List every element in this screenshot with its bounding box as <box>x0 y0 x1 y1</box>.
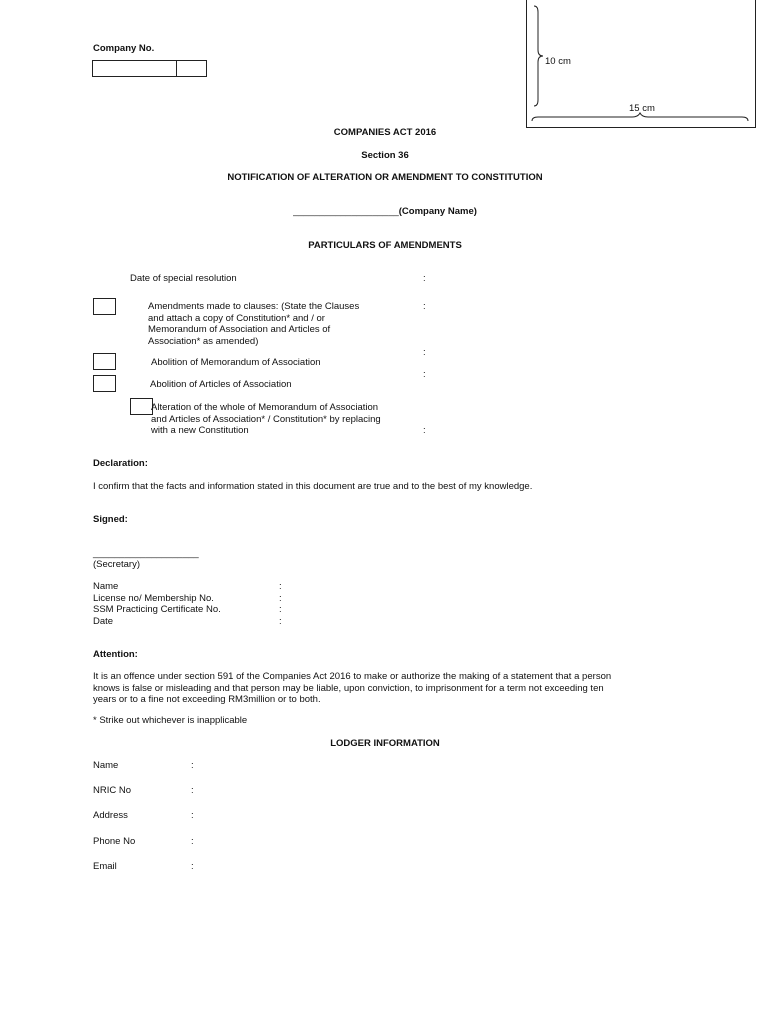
signer-field-colon: : <box>279 581 282 592</box>
lodger-address-colon: : <box>191 810 194 821</box>
signer-fields <box>93 581 221 627</box>
declaration-text: I confirm that the facts and information stated in this document are true and to the best of my knowledge. <box>93 481 533 492</box>
attention-line: years or to a fine not exceeding RM3million or to both. <box>93 694 321 705</box>
amendments-line: Association* as amended) <box>148 335 259 347</box>
lodger-phone-label: Phone No <box>93 836 136 847</box>
lodger-phone-colon: : <box>191 836 194 847</box>
lodger-nric-label: NRIC No <box>93 785 132 796</box>
signer-field-colon: : <box>279 615 282 627</box>
signer-field-label: Name <box>93 581 119 592</box>
lodger-email-colon: : <box>191 861 194 872</box>
amendments-line: and attach a copy of Constitution* and / or <box>148 312 325 324</box>
company-name-line <box>0 206 770 218</box>
special-resolution-colon: : <box>423 273 426 284</box>
act-title: COMPANIES ACT 2016 <box>333 127 437 138</box>
amendments-checkbox[interactable] <box>93 298 116 315</box>
stamp-height-label: 10 cm <box>545 56 571 67</box>
secretary-role: (Secretary) <box>93 559 140 570</box>
signed-heading: Signed: <box>93 514 128 525</box>
company-no-label: Company No. <box>93 43 155 54</box>
declaration-heading: Declaration: <box>93 458 148 469</box>
alteration-line: and Articles of Association* / Constitution* by replacing <box>151 413 381 425</box>
abolition-articles-colon: : <box>423 369 426 380</box>
stamp-width-label: 15 cm <box>629 103 655 114</box>
abolition-memo-colon: : <box>423 347 426 358</box>
signer-field-label: License no/ Membership No. <box>93 592 214 604</box>
amendments-line: Amendments made to clauses: (State the Clauses <box>148 301 360 312</box>
abolition-articles-label: Abolition of Articles of Association <box>150 379 292 390</box>
special-resolution-label: Date of special resolution <box>130 273 237 284</box>
attention-text <box>93 671 676 706</box>
abolition-memo-label: Abolition of Memorandum of Association <box>151 357 321 368</box>
signer-field-label: SSM Practicing Certificate No. <box>93 604 221 615</box>
lodger-address-label: Address <box>93 810 128 821</box>
abolition-articles-checkbox[interactable] <box>93 375 116 392</box>
lodger-nric-colon: : <box>191 785 194 796</box>
lodger-heading: LODGER INFORMATION <box>330 738 440 749</box>
signer-field-colon: : <box>279 604 282 615</box>
company-name-label: (Company Name) <box>398 206 477 217</box>
section-title: Section 36 <box>361 150 409 161</box>
notification-title: NOTIFICATION OF ALTERATION OR AMENDMENT TO CONSTITUTION <box>227 172 543 183</box>
amendments-text <box>148 301 359 347</box>
company-name-blank[interactable]: ____________________ <box>293 206 399 217</box>
alteration-colon: : <box>423 425 426 436</box>
company-no-check-field[interactable] <box>176 60 207 77</box>
particulars-heading: PARTICULARS OF AMENDMENTS <box>308 240 462 251</box>
alteration-text <box>151 402 381 437</box>
amendments-line: Memorandum of Association and Articles of <box>148 324 331 335</box>
company-no-field[interactable] <box>92 60 178 77</box>
lodger-email-label: Email <box>93 861 117 872</box>
amendments-colon: : <box>423 301 426 312</box>
attention-heading: Attention: <box>93 649 138 660</box>
alteration-line: Alteration of the whole of Memorandum of Association <box>151 402 379 413</box>
alteration-line: with a new Constitution <box>151 425 249 436</box>
abolition-memo-checkbox[interactable] <box>93 353 116 370</box>
attention-line: It is an offence under section 591 of the Companies Act 2016 to make or authorize the making of a statement that a person <box>93 671 612 682</box>
signer-field-label: Date <box>93 615 114 627</box>
lodger-name-label: Name <box>93 760 119 771</box>
strike-note: * Strike out whichever is inapplicable <box>93 715 248 726</box>
signature-line[interactable]: ____________________ <box>93 548 199 559</box>
signer-colons <box>279 581 282 627</box>
signer-field-colon: : <box>279 592 282 604</box>
alteration-checkbox[interactable] <box>130 398 153 415</box>
attention-line: knows is false or misleading and that person may be liable, upon conviction, to imprisonment for a term not exceeding ten <box>93 682 604 694</box>
lodger-name-colon: : <box>191 760 194 771</box>
